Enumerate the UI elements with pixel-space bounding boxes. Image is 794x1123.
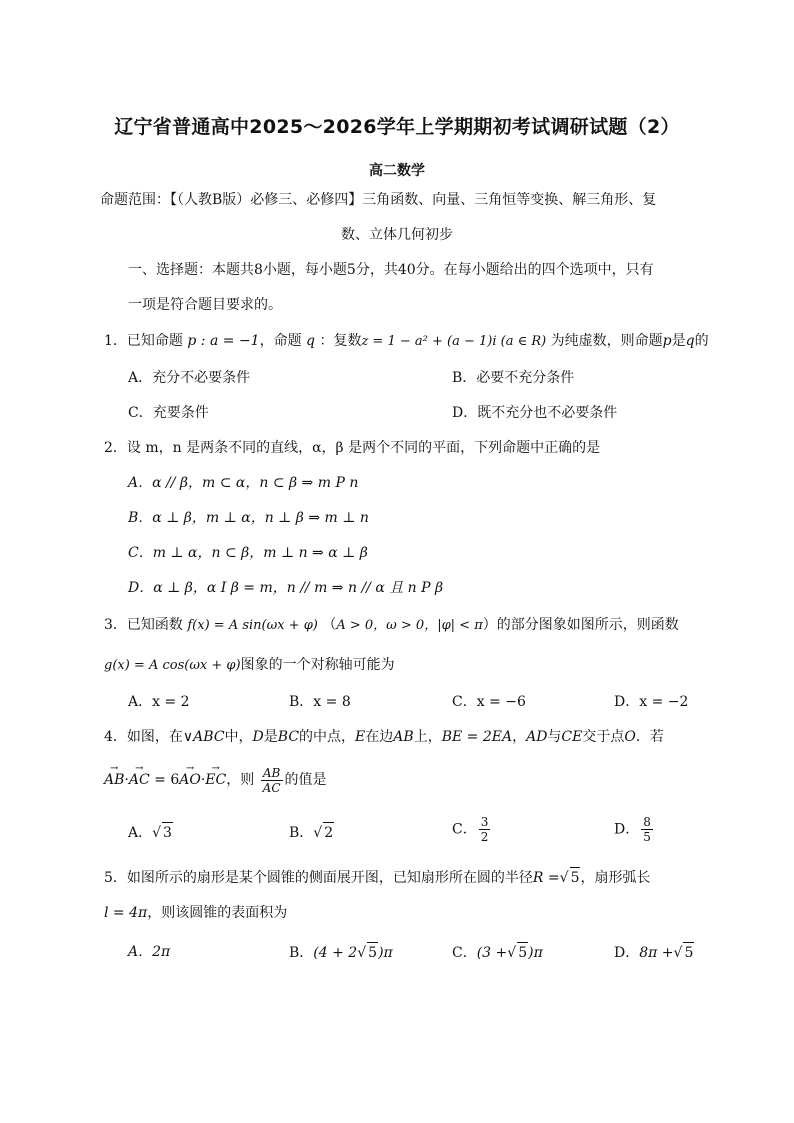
q5-option-d-label: D．	[614, 945, 640, 961]
q4-seg-bc: BC	[277, 729, 300, 745]
q5-text-c: ，则该圆锥的表面积为	[147, 905, 288, 921]
q4-vector-ac: → AC	[129, 765, 150, 795]
q4-seg-ab: AB	[393, 729, 414, 745]
q5-radical: √	[559, 870, 569, 886]
q5-radius-label: R =	[532, 870, 560, 886]
q4-triangle: ∨ABC	[182, 729, 225, 745]
q5-option-b-radical: √	[357, 945, 367, 961]
q1-option-d[interactable]: D．既不充分也不必要条件	[452, 405, 618, 421]
q2-option-c[interactable]: C．m ⊥ α，n ⊂ β，m ⊥ n ⇒ α ⊥ β	[128, 545, 368, 561]
q5-text-b: ，扇形弧长	[580, 870, 651, 886]
q4-frac-num: AB	[261, 766, 283, 781]
q4-point-o: O	[624, 729, 636, 745]
q5-option-c-label: C．	[452, 945, 477, 961]
q5-option-b-b: )π	[378, 945, 393, 961]
q1-text-g: 为纯虚数，则命题	[550, 333, 663, 349]
q1-math-z: z = 1 − a² + (a − 1)i (a ∈ R)	[361, 334, 547, 349]
q4-seg-ad: AD	[526, 729, 548, 745]
q4-text-6: 上，	[413, 729, 442, 745]
q3-text-c: （	[322, 617, 337, 633]
question-4-stem-line-2	[104, 765, 327, 795]
q3-text-g: 图象的一个对称轴可能为	[240, 657, 395, 673]
q2-option-a[interactable]: A．α // β，m ⊂ α，n ⊂ β ⇒ m P n	[128, 475, 359, 491]
q1-math-q2: q	[685, 333, 695, 349]
q1-option-c[interactable]: C．充要条件	[128, 405, 209, 421]
question-4-stem-line-1	[104, 727, 664, 747]
q4-option-d-fraction	[641, 815, 653, 844]
q3-text-e: ）的部分图象如图所示，则函数	[482, 617, 679, 633]
q4-text-2: 中，	[224, 729, 253, 745]
q5-option-b-a: (4 + 2	[313, 945, 358, 961]
q3-math-g: g(x) = A cos(ωx + φ)	[104, 658, 241, 673]
q1-math-q: q	[306, 333, 315, 349]
q4-option-c-label: C．	[452, 821, 477, 838]
q4-point-e: E	[355, 729, 366, 745]
q4-option-c-num: 3	[480, 815, 489, 829]
subject-subtitle: 高二数学	[369, 163, 425, 179]
section-intro-line-1: 一、选择题：本题共8小题，每小题5分，共40分。在每小题给出的四个选项中，只有	[128, 262, 654, 278]
scope-line-2: 数、立体几何初步	[341, 227, 453, 243]
q5-option-c-b: )π	[528, 945, 543, 961]
q4-option-a-label: A．	[128, 825, 153, 841]
q4-text-1: 4．如图，在	[104, 729, 183, 745]
q4-dot-2: ·	[200, 772, 206, 788]
q4-text-5: 在边	[365, 729, 394, 745]
q5-option-b-root: 5	[367, 942, 378, 963]
q4-then: ，则	[226, 772, 255, 788]
page-title: 辽宁省普通高中2025～2026学年上学期期初考试调研试题（2）	[114, 116, 680, 138]
q4-option-d-den: 5	[643, 830, 651, 844]
q4-option-c[interactable]	[452, 815, 492, 844]
q4-option-a-radical: √	[152, 825, 162, 841]
q4-text-7: ，	[512, 729, 527, 745]
q1-text-c: ，命题	[259, 333, 302, 349]
q4-seg-ce: CE	[561, 729, 583, 745]
q1-text-k: 的	[694, 333, 709, 349]
q4-option-a[interactable]	[128, 822, 173, 843]
q4-option-b-label: B．	[289, 825, 314, 841]
q5-arc-length: l = 4π	[104, 905, 148, 921]
q5-option-b-label: B．	[289, 945, 314, 961]
q4-option-b-radical: √	[313, 825, 323, 841]
q4-tail: 的值是	[284, 772, 327, 788]
q5-radius-value: 5	[570, 867, 581, 888]
q5-text-a: 5．如图所示的扇形是某个圆锥的侧面展开图，已知扇形所在圆的半径	[104, 870, 533, 886]
q2-option-d[interactable]: D．α ⊥ β，α I β = m，n // m ⇒ n // α 且 n P β	[128, 580, 444, 596]
q5-option-c[interactable]	[452, 942, 543, 963]
q5-option-b[interactable]	[289, 942, 393, 963]
q4-text-10: ．若	[635, 729, 664, 745]
q4-frac-den: AC	[262, 780, 281, 795]
q5-option-c-root: 5	[517, 942, 528, 963]
q3-math-cond: A > 0，ω > 0，|φ| < π	[336, 618, 483, 633]
q4-option-d[interactable]	[614, 815, 655, 844]
question-1-stem	[104, 331, 709, 352]
q4-option-b[interactable]	[289, 822, 334, 843]
q3-option-b[interactable]: B．x = 8	[289, 694, 351, 710]
q2-option-b[interactable]: B．α ⊥ β，m ⊥ α，n ⊥ β ⇒ m ⊥ n	[128, 510, 369, 526]
q4-vector-ao: → AO	[179, 765, 201, 795]
q4-text-3: 是	[263, 729, 278, 745]
q4-vector-ab: → AB	[104, 765, 124, 795]
q5-option-c-radical: √	[507, 945, 517, 961]
q1-math-p: p : a = −1	[187, 333, 260, 349]
q3-text-a: 3．已知函数	[104, 617, 183, 633]
q3-option-c[interactable]: C．x = −6	[452, 694, 526, 710]
q4-option-b-value: 2	[323, 822, 334, 843]
q4-fraction	[261, 766, 283, 795]
q4-text-9: 交于点	[582, 729, 625, 745]
q5-option-d[interactable]	[614, 942, 694, 963]
q5-option-d-root: 5	[683, 942, 694, 963]
q3-option-d[interactable]: D．x = −2	[614, 694, 689, 710]
question-3-stem-line-2	[104, 655, 395, 676]
q4-text-4: 的中点，	[299, 729, 356, 745]
q4-option-c-den: 2	[480, 830, 489, 844]
q3-option-a[interactable]: A．x = 2	[128, 694, 190, 710]
question-5-stem-line-2	[104, 903, 287, 923]
q4-vector-ec: → EC	[205, 765, 226, 795]
q1-text-i: 是	[671, 333, 686, 349]
question-5-stem-line-1	[104, 867, 650, 888]
q1-option-a[interactable]: A．充分不必要条件	[128, 370, 251, 386]
q4-eq: BE = 2EA	[441, 729, 513, 745]
q1-option-b[interactable]: B．必要不充分条件	[452, 370, 575, 386]
q4-six: = 6	[154, 772, 180, 788]
q4-text-8: 与	[547, 729, 562, 745]
q4-option-d-label: D．	[614, 821, 640, 838]
scope-line-1: 命题范围：【（人教B版）必修三、必修四】三角函数、向量、三角恒等变换、解三角形、复	[100, 192, 657, 208]
q1-text-a: 1．已知命题	[104, 333, 183, 349]
q4-option-c-fraction	[479, 815, 491, 844]
q4-dot-1: ·	[124, 772, 129, 788]
section-intro-line-2: 一项是符合题目要求的。	[128, 297, 282, 313]
q3-math-f: f(x) = A sin(ωx + φ)	[187, 618, 318, 633]
q4-option-d-num: 8	[643, 815, 651, 829]
q5-option-c-a: (3 +	[476, 945, 508, 961]
q5-option-d-a: 8π +	[639, 945, 674, 961]
q5-option-d-radical: √	[673, 945, 683, 961]
question-2-stem: 2．设 m，n 是两条不同的直线，α，β 是两个不同的平面，下列命题中正确的是	[104, 440, 601, 456]
q1-text-e: ：复数	[319, 333, 362, 349]
q1-math-p2: p	[662, 333, 672, 349]
q4-option-a-value: 3	[162, 822, 173, 843]
q5-option-a[interactable]: A．2π	[128, 944, 171, 960]
question-3-stem-line-1	[104, 615, 679, 636]
q4-point-d: D	[252, 729, 264, 745]
